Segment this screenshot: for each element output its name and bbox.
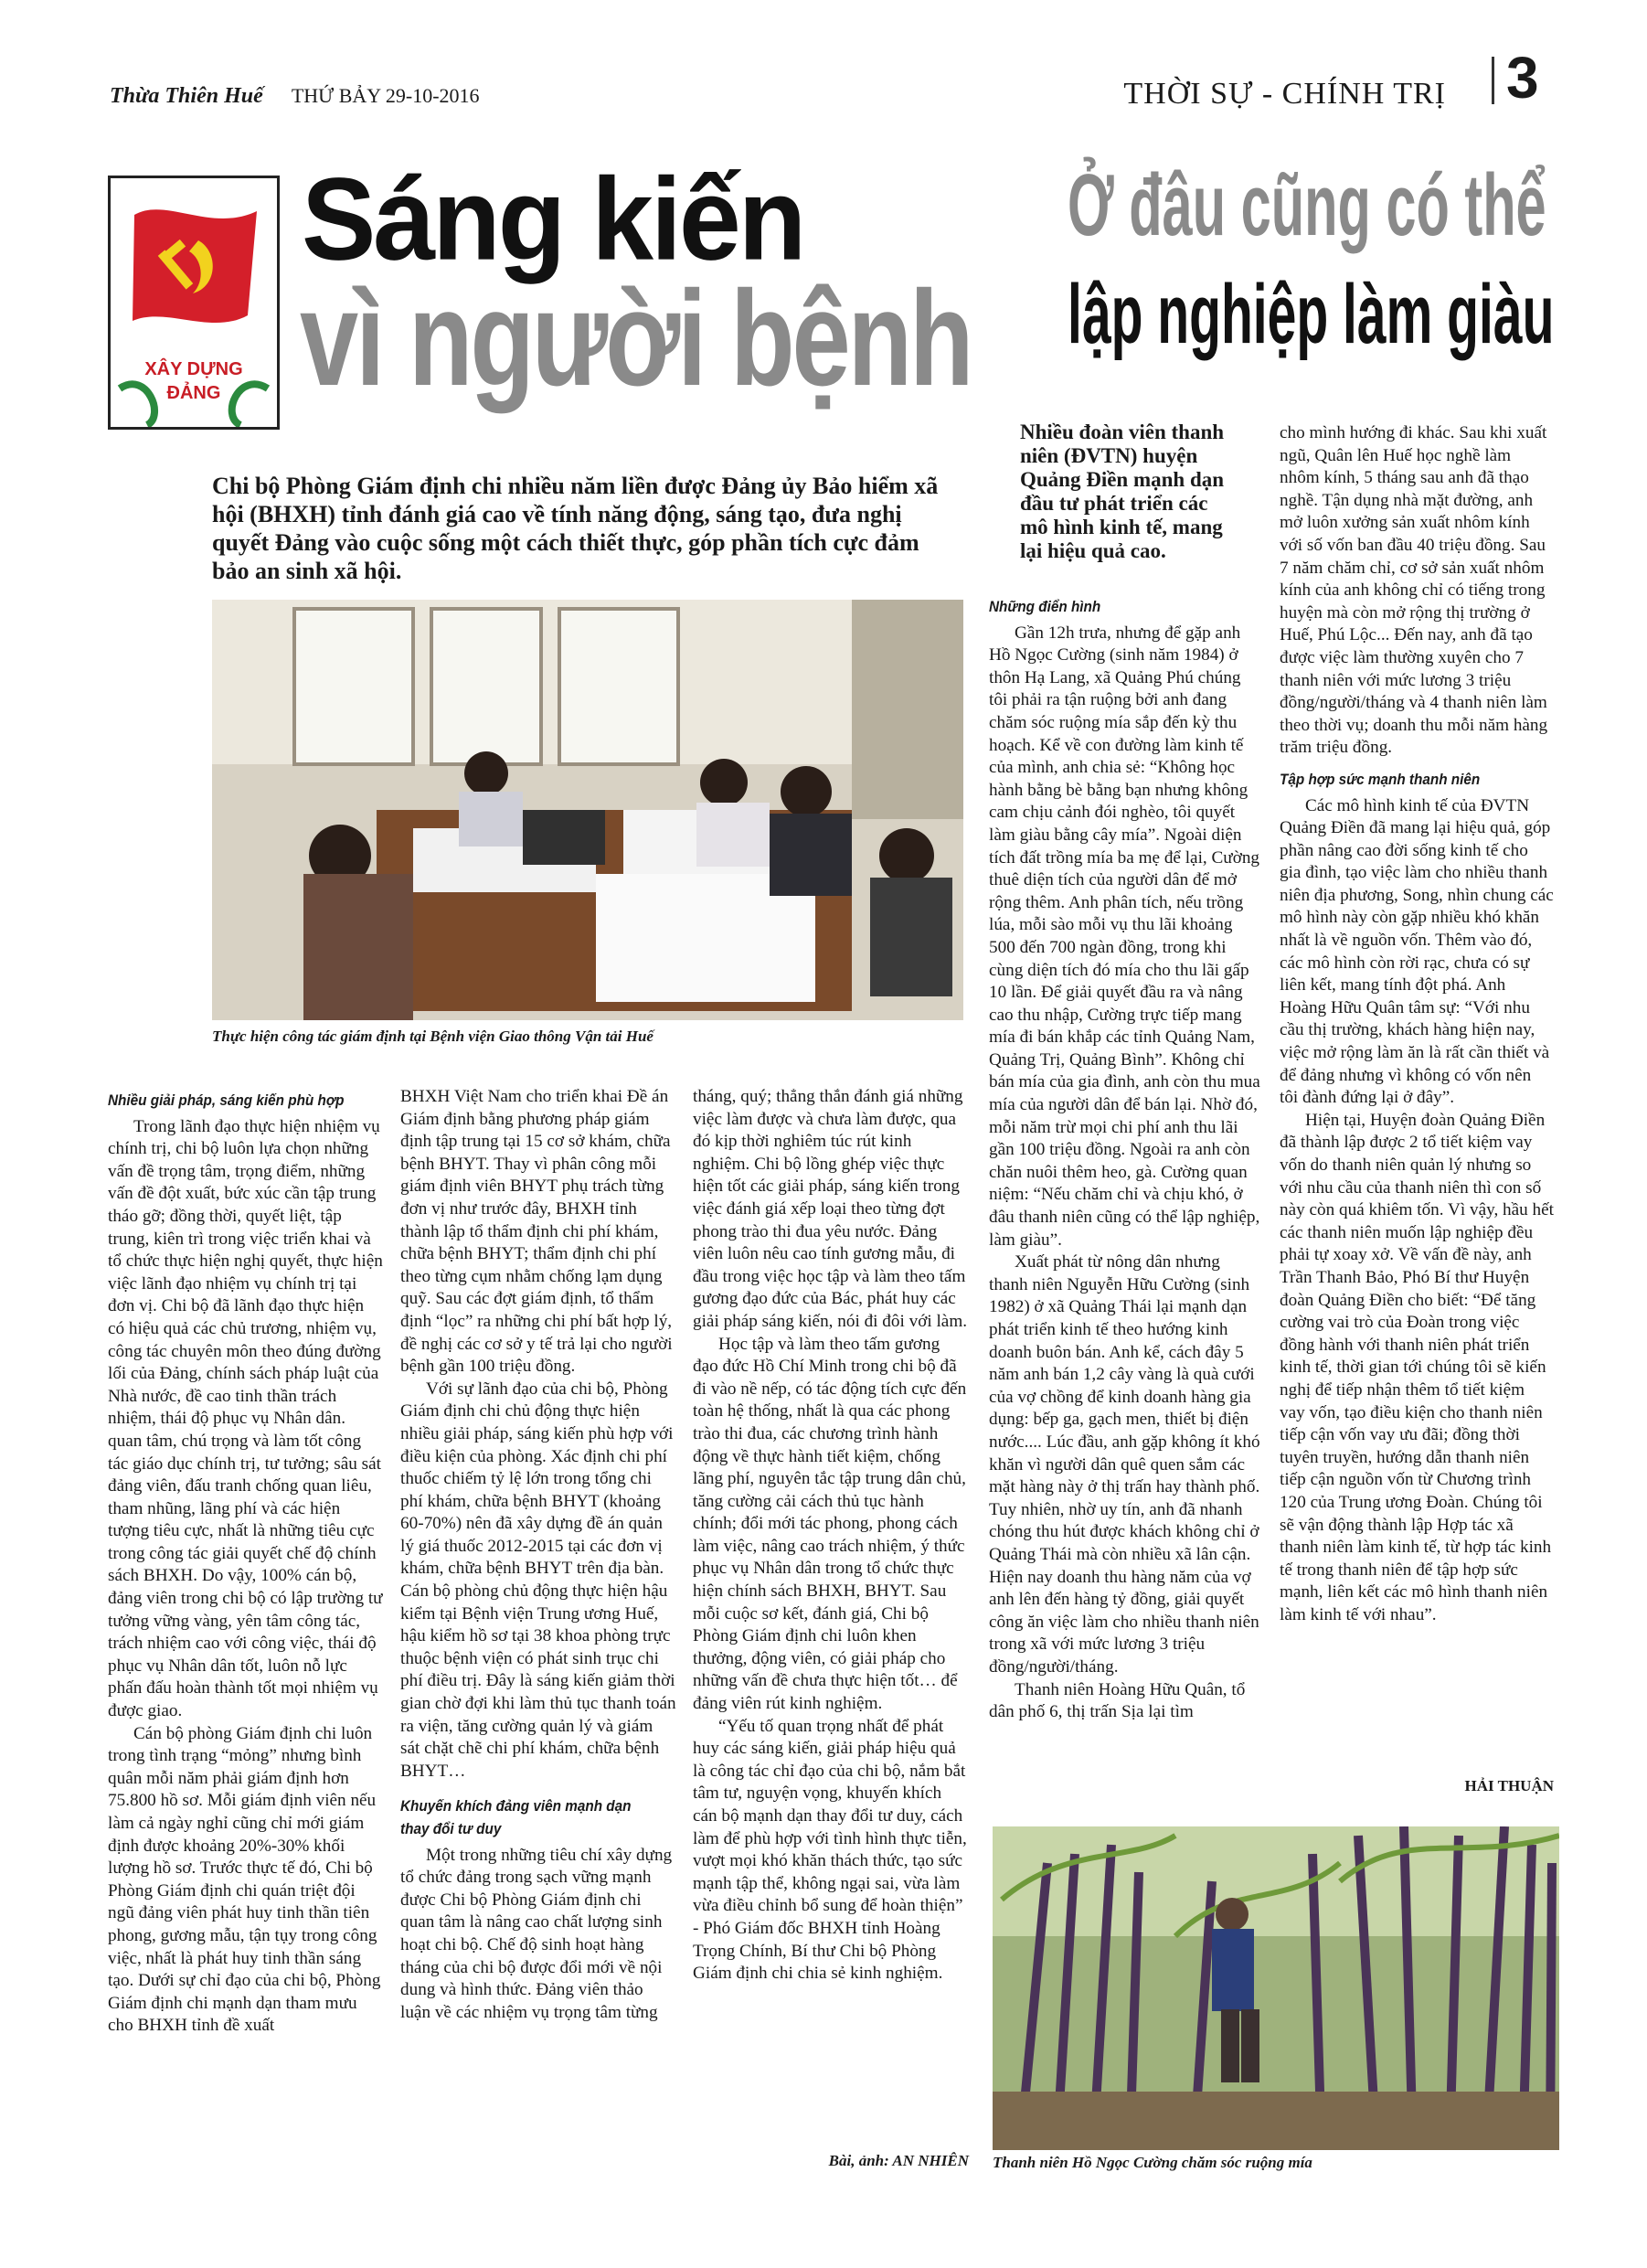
article1-photo-caption: Thực hiện công tác giám định tại Bệnh viện Giao thông Vận tải Huế <box>212 1028 653 1045</box>
article2-title-line1: Ở đâu cũng có thể <box>1068 156 1546 254</box>
article1-paragraph: Cán bộ phòng Giám định chi luôn trong tình trạng “mỏng” nhưng bình quân mỗi năm phải giám định hơn 75.800 hồ sơ. Mỗi giám định viên nếu làm cả ngày nghỉ cũng chỉ mới giám định được khoảng 20%-30% khối lượng hồ sơ. Trước thực tế đó, Chi bộ Phòng Giám định chi quán triệt đội ngũ đảng viên phát huy tinh thần tiên phong, gương mẫu, tận tụy trong công việc, nhất là phát huy tinh thần sáng tạo. Dưới sự chỉ đạo của chi bộ, Phòng Giám định chi mạnh dạn tham mưu cho BHXH tỉnh đề xuất <box>108 1723 381 2036</box>
article1-byline: Bài, ảnh: AN NHIÊN <box>828 2152 969 2169</box>
article1-paragraph: “Yếu tố quan trọng nhất để phát huy các sáng kiến, giải pháp hiệu quả là công tác chỉ đạo của chi bộ, nắm bắt tâm tư, nguyện vọng, khuyến khích cán bộ mạnh dạn thay đổi tư duy, cách làm để phù hợp với tình hình thực tiễn, vượt mọi khó khăn thách thức, tạo sức mạnh tập thể, không ngại sai, vừa làm vừa điều chỉnh bổ sung để hoàn thiện” - Phó Giám đốc BHXH tỉnh Hoàng Trọng Chính, Bí thư Chi bộ Phòng Giám định chi chia sẻ kinh nghiệm. <box>693 1716 967 1984</box>
article2-title-line2: lập nghiệp làm giàu <box>1068 268 1555 361</box>
article2-subhead-1: Những điển hình <box>989 598 1101 615</box>
article2-byline: HẢI THUẬN <box>1464 1777 1554 1794</box>
header-divider <box>1492 57 1494 104</box>
article1-subhead-2: Khuyến khích đảng viên mạnh dạn thay đổi tư duy <box>400 1797 632 1837</box>
article1-subhead-1: Nhiều giải pháp, sáng kiến phù hợp <box>108 1091 345 1109</box>
office-meeting-image <box>212 600 963 1020</box>
article2-lead: Nhiều đoàn viên thanh niên (ĐVTN) huyện Quảng Điền mạnh dạn đầu tư phát triển các mô hình kinh tế, mang lại hiệu quả cao. <box>1020 421 1225 562</box>
logo-text-1: XÂY DỰNG <box>144 359 243 379</box>
article1-column-3 <box>693 1086 969 1986</box>
section-title: THỜI SỰ - CHÍNH TRỊ <box>1123 77 1446 111</box>
article2-paragraph: Hiện tại, Huyện đoàn Quảng Điền đã thành lập được 2 tổ tiết kiệm vay vốn do thanh niên quản lý nhưng so với nhu cầu của thanh niên thì con số này còn quá khiêm tốn. Vì vậy, hầu hết các thanh niên muốn lập nghiệp đều phải tự xoay xở. Về vấn đề này, anh Trần Thanh Bảo, Phó Bí thư Huyện đoàn Quảng Điền cho biết: “Để tăng cường vai trò của Đoàn trong việc đồng hành với thanh niên phát triển kinh tế, thời gian tới chúng tôi sẽ kiến nghị để tiếp nhận thêm tổ tiết kiệm vay vốn, tạo điều kiện cho thanh niên tiếp cận vốn vay ưu đãi; đồng thời tuyên truyền, hướng dẫn thanh niên tiếp cận nguồn vốn từ Chương trình 120 của Trung ương Đoàn. Chúng tôi sẽ vận động thành lập Hợp tác xã thanh niên làm kinh tế, từ hợp tác kinh tế trong thanh niên để tập hợp sức mạnh, liên kết các mô hình thanh niên làm kinh tế với nhau”. <box>1280 1110 1555 1624</box>
article1-column-2 <box>400 1086 676 2024</box>
article2-paragraph: Các mô hình kinh tế của ĐVTN Quảng Điền đã mang lại hiệu quả, góp phần nâng cao đời sống kinh tế cho gia đình, tạo việc làm cho nhiều thanh niên địa phương, Song, nhìn chung các mô hình này còn gặp nhiều khó khăn nhất là về nguồn vốn. Thêm vào đó, các mô hình còn rời rạc, chưa có sự liên kết, mang tính đột phá. Anh Hoàng Hữu Quân tâm sự: “Với nhu cầu thị trường, khách hàng hiện nay, việc mở rộng làm ăn là rất cần thiết và để đảng nhưng vì không có vốn nên tôi đành đứng lại ở đây”. <box>1280 795 1554 1108</box>
article1-paragraph: Một trong những tiêu chí xây dựng tổ chức đảng trong sạch vững mạnh được Chi bộ Phòng Giám định chi quan tâm là nâng cao chất lượng sinh hoạt chi bộ. Chế độ sinh hoạt hàng tháng của chi bộ được đổi mới về nội dung và hình thức. Đảng viên thảo luận về các nhiệm vụ trọng tâm từng <box>400 1845 673 2022</box>
masthead <box>110 84 480 109</box>
party-building-logo <box>108 176 280 430</box>
article2-subhead-2: Tập hợp sức mạnh thanh niên <box>1280 770 1481 788</box>
sugarcane-field-image <box>993 1826 1559 2150</box>
article2-paragraph: Thanh niên Hoàng Hữu Quân, tổ dân phố 6, thị trấn Sịa lại tìm <box>989 1679 1246 1722</box>
article1-title-line1: Sáng kiến <box>302 154 804 284</box>
sugarcane-photo <box>993 1826 1559 2150</box>
article1-title-line2: vì người bệnh <box>300 263 972 414</box>
article2-paragraph: cho mình hướng đi khác. Sau khi xuất ngũ, Quân lên Huế học nghề làm nhôm kính, 5 tháng sau anh đã thạo nghề. Tận dụng nhà mặt đường, anh mở luôn xưởng sản xuất nhôm kính với số vốn ban đầu 40 triệu đồng. Sau 7 năm chăm chỉ, cơ sở sản xuất nhôm kính của anh không chỉ có tiếng trong huyện mà còn mở rộng thị trường ở Huế, Phú Lộc... Đến nay, anh đã tạo được việc làm thường xuyên cho 7 thanh niên với mức lương 3 triệu đồng/người/tháng và 4 thanh niên làm theo thời vụ; doanh thu mỗi năm hàng trăm triệu đồng. <box>1280 423 1548 758</box>
article1-paragraph: Học tập và làm theo tấm gương đạo đức Hồ Chí Minh trong chi bộ đã đi vào nề nếp, có tác động tích cực đến toàn hệ thống, nhất là qua các phong trào thi đua, các chương trình hành động về thực hành tiết kiệm, chống lãng phí, nguyên tắc tập trung dân chủ, tăng cường cải cách thủ tục hành chính; đổi mới tác phong, phong cách làm việc, nâng cao trách nhiệm, ý thức phục vụ Nhân dân trong tổ chức thực hiện chính sách BHXH, BHYT. Sau mỗi cuộc sơ kết, đánh giá, Chi bộ Phòng Giám định chi luôn khen thưởng, động viên, có giải pháp cho những vấn đề chưa thực hiện tốt… để đảng viên rút kinh nghiệm. <box>693 1334 967 1714</box>
article1-paragraph: BHXH Việt Nam cho triển khai Đề án Giám định bằng phương pháp giám định tập trung tại 15 cơ sở khám, chữa bệnh BHYT. Thay vì phân công mỗi giám định viên BHYT phụ trách từng đơn vị như trước đây, BHXH tỉnh thành lập tổ thẩm định chi phí khám, chữa bệnh BHYT; thẩm định chi phí theo từng cụm nhằm chống lạm dụng quỹ. Sau các đợt giám định, tổ thẩm định “lọc” ra những chi phí bất hợp lý, đề nghị các cơ sở y tế trả lại cho người bệnh gần 100 triệu đồng. <box>400 1087 673 1377</box>
article1-lead: Chi bộ Phòng Giám định chi nhiều năm liền được Đảng ủy Bảo hiểm xã hội (BHXH) tỉnh đánh giá cao về tính năng động, sáng tạo, đưa nghị quyết Đảng vào cuộc sống một cách thiết thực, góp phần tích cực đảm bảo an sinh xã hội. <box>212 473 939 584</box>
article2-photo-caption: Thanh niên Hồ Ngọc Cường chăm sóc ruộng mía <box>993 2154 1312 2171</box>
page-number: 3 <box>1506 45 1539 111</box>
article1-paragraph: Trong lãnh đạo thực hiện nhiệm vụ chính trị, chi bộ luôn lựa chọn những vấn đề trọng tâm, trọng điểm, những vấn đề đột xuất, bức xúc cần tập trung tháo gỡ; đồng thời, quyết liệt, tập trung, kiên trì trong việc triển khai và tổ chức thực hiện nghị quyết, thực hiện việc lãnh đạo nhiệm vụ chính trị tại đơn vị. Chi bộ đã lãnh đạo thực hiện có hiệu quả các chủ trương, nhiệm vụ, công tác chuyên môn theo đúng đường lối của Đảng, chính sách pháp luật của Nhà nước, đề cao tinh thần trách nhiệm, thái độ phục vụ Nhân dân. quan tâm, chú trọng và làm tốt công tác giáo dục chính trị, tư tưởng; sâu sát đảng viên, đấu tranh chống quan liêu, tham nhũng, lãng phí và các hiện tượng tiêu cực, nhất là những tiêu cực trong công tác giải quyết chế độ chính sách BHXH. Do vậy, 100% cán bộ, đảng viên trong chi bộ có lập trường tư tưởng vững vàng, yên tâm công tác, trách nhiệm cao với công việc, thái độ phục vụ Nhân dân tốt, luôn nỗ lực phấn đấu hoàn thành tốt mọi nhiệm vụ được giao. <box>108 1116 383 1721</box>
paper-name: Thừa Thiên Huế <box>110 84 263 108</box>
article1-paragraph: Với sự lãnh đạo của chi bộ, Phòng Giám định chi chủ động thực hiện nhiều giải pháp, sáng kiến phù hợp với điều kiện của phòng. Xác định chi phí thuốc chiếm tỷ lệ lớn trong tổng chi phí khám, chữa bệnh BHYT (khoảng 60-70%) nên đã xây dựng đề án quản lý giá thuốc 2012-2015 tại các đơn vị khám, chữa bệnh BHYT trên địa bàn. Cán bộ phòng chủ động thực hiện hậu kiểm tại Bệnh viện Trung ương Huế, hậu kiểm hồ sơ tại 38 khoa phòng trực thuộc bệnh viện có phát sinh trục chi phí điều trị. Đây là sáng kiến giảm thời gian chờ đợi khi làm thủ tục thanh toán ra viện, tăng cường quản lý và giám sát chặt chẽ chi phí khám, chữa bệnh BHYT… <box>400 1379 676 1781</box>
article2-column-2 <box>1280 422 1554 1626</box>
issue-date: THỨ BẢY 29-10-2016 <box>291 84 480 107</box>
article1-paragraph: tháng, quý; thẳng thắn đánh giá những việc làm được và chưa làm được, qua đó kịp thời nghiêm túc rút kinh nghiệm. Chi bộ lồng ghép việc thực hiện tốt các giải pháp, sáng kiến trong việc đánh giá xếp loại theo từng đợt phong trào thi đua yêu nước. Đảng viên luôn nêu cao tính gương mẫu, đi đầu trong việc học tập và làm theo tấm gương đạo đức của Bác, phát huy các giải pháp sáng kiến, nói đi đôi với làm. <box>693 1087 968 1331</box>
office-photo <box>212 600 963 1020</box>
logo-text-2: ĐẢNG <box>166 383 221 403</box>
article1-column-1 <box>108 1086 384 2038</box>
article2-paragraph: Gần 12h trưa, nhưng để gặp anh Hồ Ngọc Cường (sinh năm 1984) ở thôn Hạ Lang, xã Quảng Phú chúng tôi phải ra tận ruộng bởi anh đang chăm sóc ruộng mía sắp đến kỳ thu hoạch. Kể về con đường làm kinh tế của mình, anh chia sẻ: “Không học hành bằng bè bằng bạn nhưng không cam chịu cảnh đói nghèo, tôi quyết làm giàu bằng cây mía”. Ngoài diện tích đất trồng mía ba mẹ để lại, Cường thuê diện tích của người dân để mở rộng thêm. Anh phân tích, nếu trồng lúa, mỗi sào mỗi vụ thu lãi khoảng 500 đến 700 ngàn đồng, trong khi cùng diện tích đó mía cho thu lãi gấp 10 lần. Để giải quyết đầu ra và nâng cao thu nhập, Cường trực tiếp mang mía đi bán khắp các tỉnh Quảng Nam, Quảng Trị, Quảng Bình”. Không chỉ bán mía của gia đình, anh còn thu mua mía của người dân để bán lại. Nhờ đó, mỗi năm trừ mọi chi phí anh thu lãi gần 100 triệu đồng. Ngoài ra anh còn chăn nuôi thêm heo, gà. Cường quan niệm: “Nếu chăm chỉ và chịu khó, ở đâu thanh niên cũng có thể lập nghiệp, làm giàu”. <box>989 623 1260 1250</box>
article2-paragraph: Xuất phát từ nông dân nhưng thanh niên Nguyễn Hữu Cường (sinh 1982) ở xã Quảng Thái lại mạnh dạn phát triển kinh tế theo hướng kinh doanh buôn bán. Anh kể, cách đây 5 năm anh bán 1,2 cây vàng là quà cưới của vợ chồng để kinh doanh hàng gia dụng: bếp ga, gạch men, thiết bị điện nước.... Lúc đầu, anh gặp không ít khó khăn vì người dân quê quen sắm các mặt hàng này ở thị trấn hay thành phố. Tuy nhiên, nhờ uy tín, anh đã nhanh chóng thu hút được khách không chỉ ở Quảng Thái mà còn nhiều xã lân cận. Hiện nay doanh thu hàng năm của vợ anh lên đến hàng tỷ đồng, giải quyết công ăn việc làm cho nhiều thanh niên trong xã với mức lương 3 triệu đồng/người/tháng. <box>989 1252 1260 1677</box>
article2-column-1 <box>989 592 1263 1724</box>
